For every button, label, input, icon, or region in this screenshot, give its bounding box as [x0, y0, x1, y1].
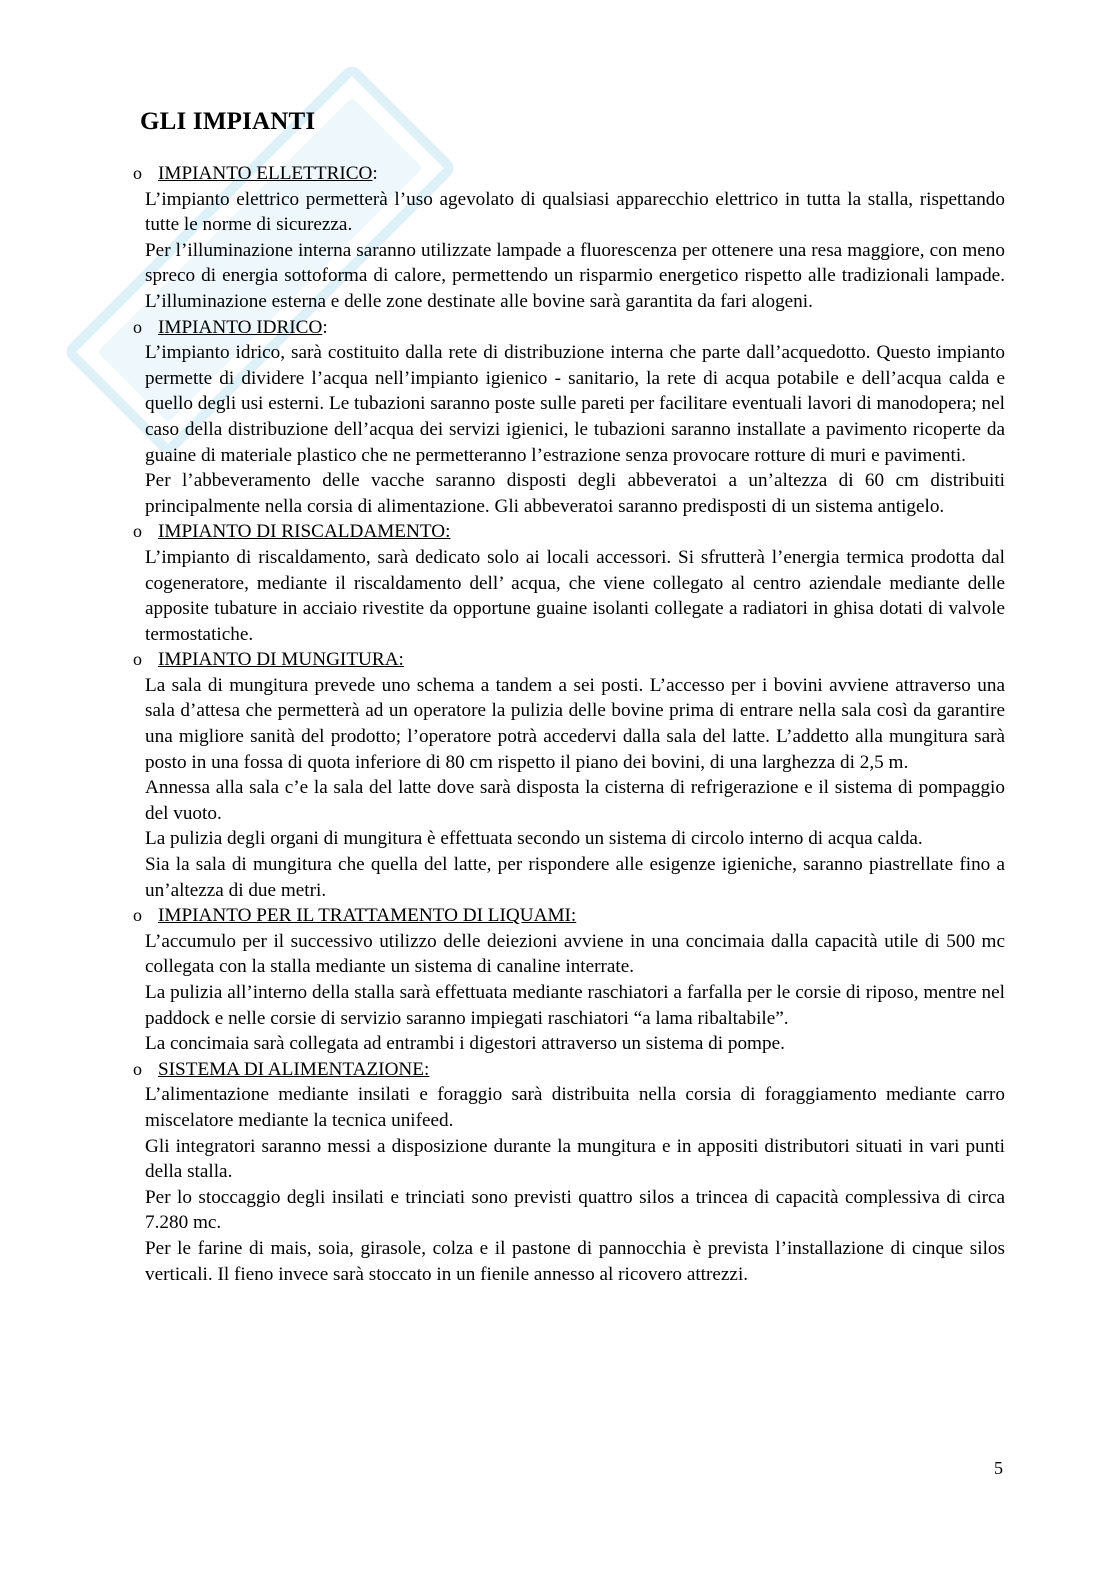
section	[133, 161, 1005, 315]
bullet-icon: o	[133, 649, 142, 670]
section-heading: SISTEMA DI ALIMENTAZIONE:	[158, 1058, 430, 1080]
paragraph: Per le farine di mais, soia, girasole, colza e il pastone di pannocchia è prevista l’installazione di cinque silos verticali. Il fieno invece sarà stoccato in un fienile annesso al ricovero attrezzi.	[145, 1237, 1005, 1285]
paragraph: La concimaia sarà collegata ad entrambi i digestori attraverso un sistema di pompe.	[145, 1033, 785, 1055]
section-heading-row	[133, 647, 1005, 673]
section-heading-row	[133, 161, 1005, 187]
paragraph: La pulizia degli organi di mungitura è effettuata secondo un sistema di circolo interno di acqua calda.	[145, 828, 923, 850]
paragraph: L’impianto idrico, sarà costituito dalla rete di distribuzione interna che parte dall’acquedotto. Questo impianto permette di dividere l’acqua nell’impianto igienico - sanitario, la rete di acqua potabile e dell’acqua calda e quello degli usi esterni. Le tubazioni saranno poste sulle pareti per facilitare eventuali lavori di manodopera; nel caso della distribuzione dell’acqua dei servizi igienici, le tubazioni saranno installate a pavimento ricoperte da guaine di materiale plastico che ne permetteranno l’estrazione senza provocare rotture di muri e pavimenti.	[145, 342, 1005, 466]
section-heading: IMPIANTO DI RISCALDAMENTO:	[158, 521, 451, 543]
section-heading-row	[133, 1057, 1005, 1083]
section-heading-suffix: :	[372, 163, 378, 184]
bullet-icon: o	[133, 521, 142, 542]
bullet-icon: o	[133, 905, 142, 926]
section-heading-row	[133, 519, 1005, 545]
page-number: 5	[994, 1458, 1003, 1478]
section	[133, 903, 1005, 1057]
paragraph: La sala di mungitura prevede uno schema a tandem a sei posti. L’accesso per i bovini avviene attraverso una sala d’attesa che permetterà ad un operatore la pulizia delle bovine prima di entrare nella sala così da garantire una migliore sanità del prodotto; l’operatore potrà accedervi dalla sala del latte. L’addetto alla mungitura sarà posto in una fossa di quota inferiore di 80 cm rispetto il piano dei bovini, di una larghezza di 2,5 m.	[145, 674, 1005, 773]
paragraph: L’accumulo per il successivo utilizzo delle deiezioni avviene in una concimaia dalla capacità utile di 500 mc collegata con la stalla mediante un sistema di canaline interrate.	[145, 930, 1005, 978]
section-heading: IMPIANTO ELLETTRICO	[158, 163, 373, 184]
paragraph: Per l’abbeveramento delle vacche saranno disposti degli abbeveratoi a un’altezza di 60 cm distribuiti principalmente nella corsia di alimentazione. Gli abbeveratoi saranno predisposti di un sistema antigelo.	[145, 470, 1005, 517]
paragraph: L’impianto elettrico permetterà l’uso agevolato di qualsiasi apparecchio elettrico in tutta la stalla, rispettando tutte le norme di sicurezza.	[145, 188, 1005, 236]
paragraph: L’impianto di riscaldamento, sarà dedicato solo ai locali accessori. Si sfrutterà l’energia termica prodotta dal cogeneratore, mediante il riscaldamento dell’ acqua, che viene collegato al centro aziendale mediante delle apposite tubature in acciaio rivestite da opportune guaine isolanti collegate a radiatori in ghisa dotati di valvole termostatiche.	[145, 546, 1005, 645]
bullet-icon: o	[133, 316, 142, 337]
section-heading-row	[133, 903, 1005, 929]
section-heading: IMPIANTO PER IL TRATTAMENTO DI LIQUAMI:	[158, 905, 577, 927]
bullet-icon: o	[133, 163, 142, 183]
paragraph: Sia la sala di mungitura che quella del latte, per rispondere alle esigenze igieniche, saranno piastrellate fino a un’altezza di due metri.	[145, 854, 1005, 901]
section	[133, 1057, 1005, 1287]
document-body	[133, 161, 1005, 1287]
section	[133, 647, 1005, 903]
section	[133, 519, 1005, 647]
paragraph: Per l’illuminazione interna saranno utilizzate lampade a fluorescenza per ottenere una resa maggiore, con meno spreco di energia sottoforma di calore, permettendo un risparmio energetico rispetto alle tradizionali lampade. L’illuminazione esterna e delle zone destinate alle bovine sarà garantita da fari alogeni.	[145, 239, 1005, 312]
paragraph: Gli integratori saranno messi a disposizione durante la mungitura e in appositi distributori situati in vari punti della stalla.	[145, 1135, 1005, 1183]
paragraph: L’alimentazione mediante insilati e foraggio sarà distribuita nella corsia di foraggiamento mediante carro miscelatore mediante la tecnica unifeed.	[145, 1084, 1005, 1131]
page-title: GLI IMPIANTI	[140, 108, 316, 135]
section-heading-row	[133, 315, 1005, 341]
bullet-icon: o	[133, 1058, 142, 1079]
section-heading: IMPIANTO DI MUNGITURA:	[158, 649, 404, 671]
section-heading: IMPIANTO IDRICO	[158, 316, 323, 338]
section-heading-suffix: :	[322, 316, 328, 338]
section	[133, 315, 1005, 520]
paragraph: Annessa alla sala c’e la sala del latte dove sarà disposta la cisterna di refrigerazione e il sistema di pompaggio del vuoto.	[145, 777, 1005, 824]
paragraph: La pulizia all’interno della stalla sarà effettuata mediante raschiatori a farfalla per le corsie di riposo, mentre nel paddock e nelle corsie di servizio saranno impiegati raschiatori “a lama ribaltabile”.	[145, 982, 1005, 1029]
paragraph: Per lo stoccaggio degli insilati e trinciati sono previsti quattro silos a trincea di capacità complessiva di circa 7.280 mc.	[145, 1186, 1005, 1234]
